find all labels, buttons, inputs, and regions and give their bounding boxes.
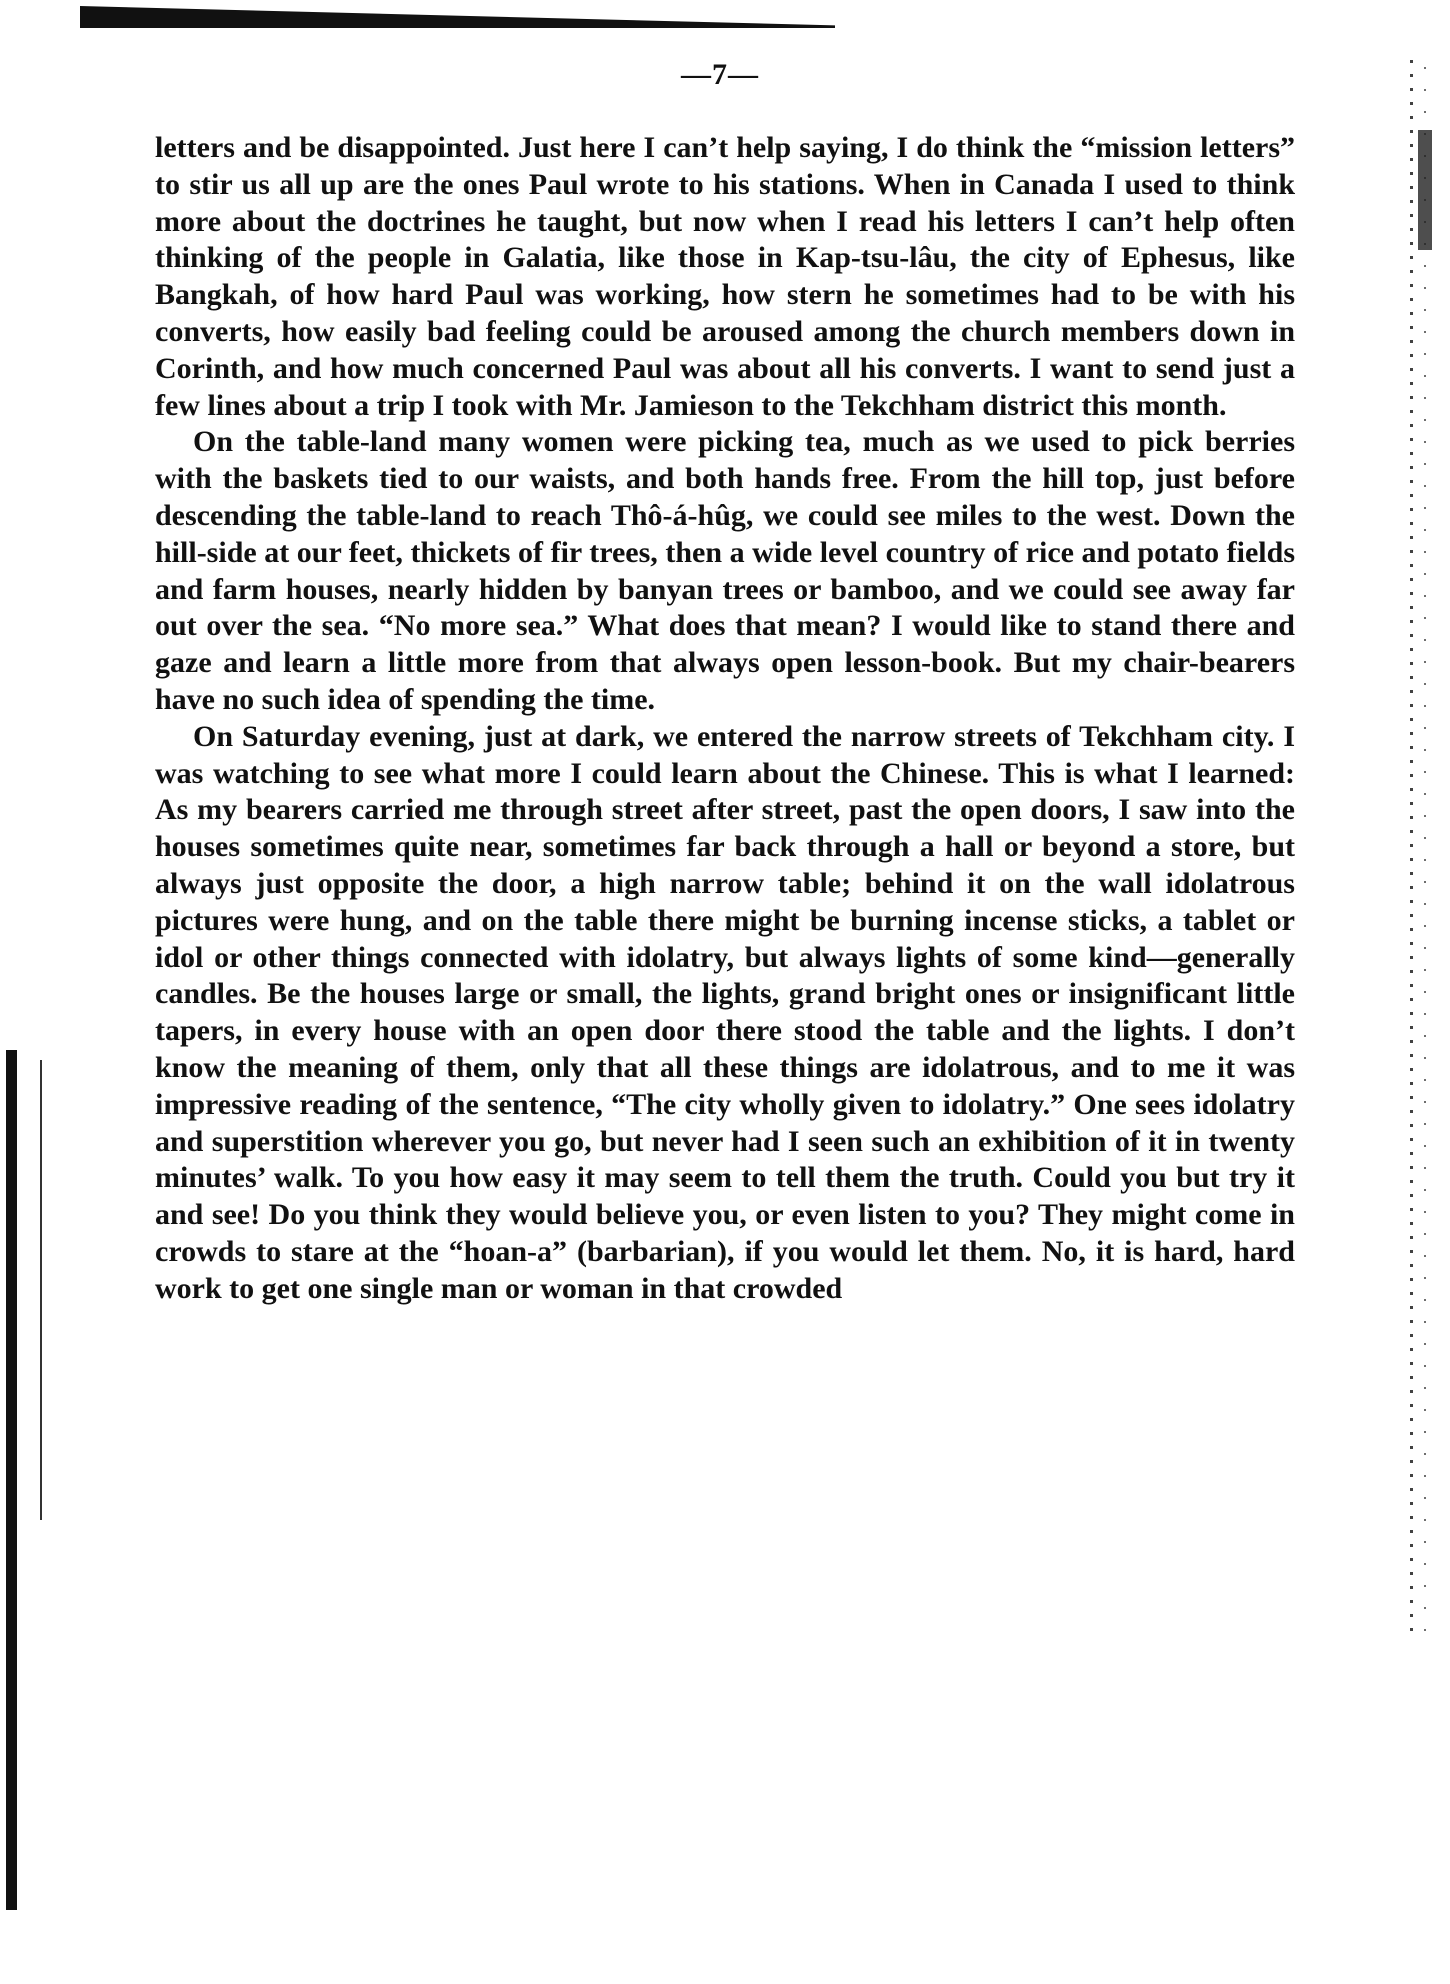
right-margin-scan-edge [1404,60,1440,1640]
top-border-rule [80,6,835,28]
left-margin-scan-edge [6,1050,17,1910]
paragraph-1: letters and be disappointed. Just here I can’t help saying, I do think the “mission letters” to stir us all up are the ones Paul wrote to his stations. When in Canada I used to think more about the doctrines he taught, but now when I read his letters I can’t help often thinking of the people in Galatia, like those in Kap-tsu-lâu, the city of Ephesus, like Bangkah, of how hard Paul was working, how stern he sometimes had to be with his converts, how easily bad feeling could be aroused among the church members down in Corinth, and how much concerned Paul was about all his converts. I want to send just a few lines about a trip I took with Mr. Jamieson to the Tekchham district this month. [155,131,1295,422]
page-number: —7— [681,58,759,91]
right-margin-ink-blot [1418,130,1432,250]
paragraph-2: On the table-land many women were picking tea, much as we used to pick berries with the baskets tied to our waists, and both hands free. From the hill top, just before descending the table-land to reach Thô-á-hûg, we could see miles to the west. Down the hill-side at our feet, thickets of fir trees, then a wide level country of rice and potato fields and farm houses, nearly hidden by banyan trees or bamboo, and we could see away far out over the sea. “No more sea.” What does that mean? I would like to stand there and gaze and learn a little more from that always open lesson-book. But my chair-bearers have no such idea of spending the time. [155,425,1295,716]
paragraph-3: On Saturday evening, just at dark, we entered the narrow streets of Tekchham city. I was watching to see what more I could learn about the Chinese. This is what I learned: As my bearers carried me through street after street, past the open doors, I saw into the houses sometimes quite near, sometimes far back through a hall or beyond a store, but always just opposite the door, a high narrow table; behind it on the wall idolatrous pictures were hung, and on the table there might be burning incense sticks, a tablet or idol or other things connected with idolatry, but always lights of some kind—generally candles. Be the houses large or small, the lights, grand bright ones or insignificant little tapers, in every house with an open door there stood the table and the lights. I don’t know the meaning of them, only that all these things are idolatrous, and to me it was impressive reading of the sentence, “The city wholly given to idolatry.” One sees idolatry and superstition wherever you go, but never had I seen such an exhibition of it in twenty minutes’ walk. To you how easy it may seem to tell them the truth. Could you but try it and see! Do you think they would believe you, or even listen to you? They might come in crowds to stare at the “hoan-a” (barbarian), if you would let them. No, it is hard, hard work to get one single man or woman in that crowded [155,719,1295,1305]
left-margin-thin-line [40,1060,42,1520]
body-text [155,130,1295,1308]
